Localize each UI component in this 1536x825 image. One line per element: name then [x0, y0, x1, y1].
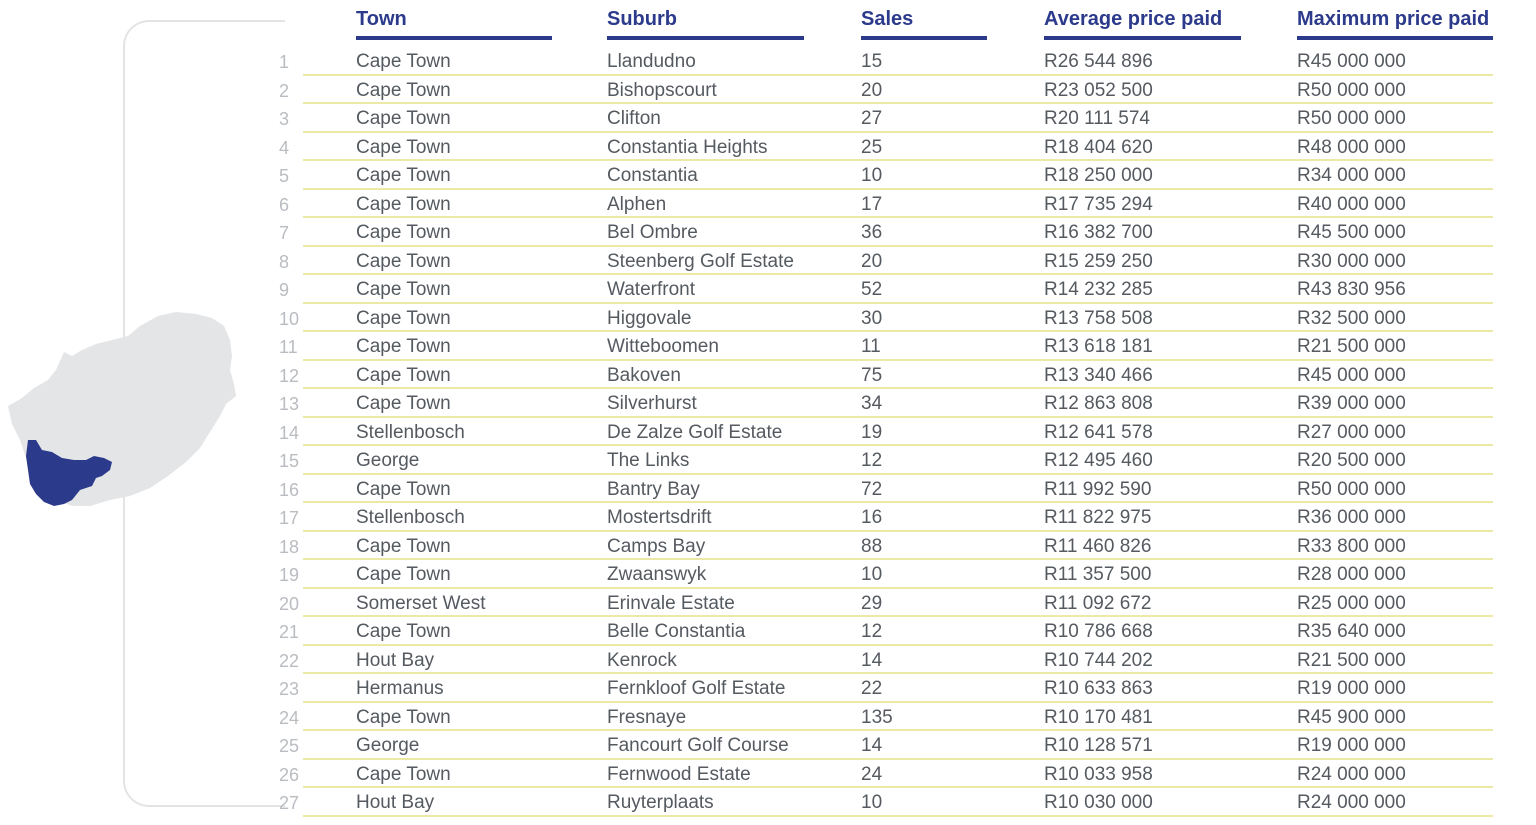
table-row: [0, 76, 1536, 105]
cell-sales: 135: [861, 706, 893, 728]
cell-town: Cape Town: [356, 250, 451, 272]
cell-suburb: Bel Ombre: [607, 222, 698, 243]
cell-sales: 17: [861, 193, 883, 215]
cell-sales: 34: [861, 393, 883, 414]
cell-maximum-price: R27 000 000: [1297, 421, 1406, 443]
cell-maximum-price: R32 500 000: [1297, 307, 1406, 329]
cell-maximum-price: R50 000 000: [1297, 79, 1406, 101]
cell-town: Cape Town: [356, 393, 451, 414]
cell-suburb: Alphen: [607, 193, 667, 215]
cell-sales: 16: [861, 507, 883, 528]
row-number: 24: [279, 707, 300, 728]
table-row: [0, 446, 1536, 475]
cell-sales: 52: [861, 279, 883, 300]
cell-town: Cape Town: [356, 307, 451, 329]
cell-town: Stellenbosch: [356, 421, 465, 443]
cell-average-price: R13 618 181: [1044, 336, 1153, 357]
cell-maximum-price: R34 000 000: [1297, 165, 1406, 186]
row-number: 1: [279, 52, 290, 72]
row-number: 25: [279, 736, 300, 756]
cell-town: Stellenbosch: [356, 507, 465, 528]
cell-town: George: [356, 735, 420, 756]
row-number: 16: [279, 479, 300, 500]
cell-average-price: R11 092 672: [1044, 592, 1152, 614]
row-number: 11: [279, 337, 298, 357]
cell-maximum-price: R39 000 000: [1297, 393, 1406, 414]
table-row: [0, 332, 1536, 361]
cell-maximum-price: R50 000 000: [1297, 478, 1406, 500]
cell-maximum-price: R43 830 956: [1297, 279, 1406, 300]
table-row: [0, 304, 1536, 333]
cell-town: Cape Town: [356, 763, 451, 785]
cell-sales: 10: [861, 792, 883, 813]
table-row: [0, 674, 1536, 703]
table-row: [0, 731, 1536, 760]
row-number: 12: [279, 365, 300, 386]
cell-maximum-price: R33 800 000: [1297, 535, 1406, 557]
cell-town: Cape Town: [356, 564, 451, 585]
cell-suburb: Fernkloof Golf Estate: [607, 678, 786, 699]
cell-town: Cape Town: [356, 51, 451, 72]
cell-town: Cape Town: [356, 336, 451, 357]
cell-average-price: R13 758 508: [1044, 307, 1153, 329]
cell-sales: 25: [861, 136, 883, 158]
cell-average-price: R18 404 620: [1044, 136, 1153, 158]
row-number: 26: [279, 764, 300, 785]
cell-town: Somerset West: [356, 592, 486, 614]
table-row: [0, 190, 1536, 219]
cell-town: Cape Town: [356, 193, 451, 215]
cell-suburb: Witteboomen: [607, 336, 719, 357]
cell-town: George: [356, 450, 420, 471]
cell-town: Cape Town: [356, 279, 451, 300]
cell-sales: 75: [861, 364, 883, 386]
row-number: 6: [279, 194, 290, 215]
cell-sales: 20: [861, 79, 883, 101]
cell-suburb: Bakoven: [607, 364, 681, 386]
table-row: [0, 760, 1536, 789]
cell-sales: 30: [861, 307, 883, 329]
cell-maximum-price: R20 500 000: [1297, 450, 1406, 471]
cell-suburb: Steenberg Golf Estate: [607, 250, 794, 272]
cell-maximum-price: R21 500 000: [1297, 336, 1406, 357]
cell-town: Cape Town: [356, 108, 451, 129]
table-row: [0, 47, 1536, 76]
cell-average-price: R10 633 863: [1044, 678, 1153, 699]
cell-average-price: R14 232 285: [1044, 279, 1153, 300]
cell-suburb: Higgovale: [607, 307, 692, 329]
cell-suburb: Bishopscourt: [607, 79, 717, 101]
row-number: 27: [279, 793, 300, 813]
cell-town: Cape Town: [356, 535, 451, 557]
cell-suburb: Ruyterplaats: [607, 792, 714, 813]
cell-sales: 24: [861, 763, 883, 785]
table-row: [0, 617, 1536, 646]
cell-sales: 20: [861, 250, 883, 272]
table-row: [0, 532, 1536, 561]
cell-suburb: Constantia Heights: [607, 136, 768, 158]
header-maximum-price: Maximum price paid: [1297, 6, 1493, 40]
cell-maximum-price: R19 000 000: [1297, 735, 1406, 756]
cell-maximum-price: R35 640 000: [1297, 621, 1406, 642]
cell-average-price: R12 641 578: [1044, 421, 1153, 443]
table-row: [0, 503, 1536, 532]
cell-maximum-price: R30 000 000: [1297, 250, 1406, 272]
table-row: [0, 104, 1536, 133]
cell-sales: 10: [861, 165, 883, 186]
row-number: 4: [279, 137, 290, 158]
cell-suburb: Kenrock: [607, 649, 677, 671]
cell-suburb: Zwaanswyk: [607, 564, 707, 585]
cell-town: Cape Town: [356, 478, 451, 500]
cell-average-price: R11 992 590: [1044, 478, 1152, 500]
table-row: [0, 560, 1536, 589]
cell-suburb: Constantia: [607, 165, 698, 186]
cell-town: Cape Town: [356, 79, 451, 101]
row-number: 5: [279, 166, 290, 186]
row-number: 18: [279, 536, 300, 557]
row-number: 19: [279, 565, 300, 585]
cell-suburb: Belle Constantia: [607, 621, 746, 642]
cell-sales: 12: [861, 450, 883, 471]
row-number: 13: [279, 394, 300, 414]
cell-maximum-price: R48 000 000: [1297, 136, 1406, 158]
cell-town: Cape Town: [356, 222, 451, 243]
cell-maximum-price: R45 000 000: [1297, 51, 1406, 72]
cell-sales: 22: [861, 678, 883, 699]
cell-average-price: R11 822 975: [1044, 507, 1152, 528]
cell-maximum-price: R40 000 000: [1297, 193, 1406, 215]
cell-suburb: Llandudno: [607, 51, 696, 72]
table-row: [0, 218, 1536, 247]
cell-sales: 10: [861, 564, 883, 585]
cell-suburb: Fancourt Golf Course: [607, 735, 789, 756]
cell-average-price: R11 357 500: [1044, 564, 1152, 585]
cell-average-price: R26 544 896: [1044, 51, 1153, 72]
cell-suburb: The Links: [607, 450, 690, 471]
row-divider: [303, 815, 1493, 817]
cell-suburb: De Zalze Golf Estate: [607, 421, 783, 443]
cell-maximum-price: R45 500 000: [1297, 222, 1406, 243]
table-row: [0, 788, 1536, 817]
row-number: 10: [279, 308, 300, 329]
row-number: 7: [279, 223, 290, 243]
cell-maximum-price: R24 000 000: [1297, 792, 1406, 813]
cell-maximum-price: R45 900 000: [1297, 706, 1406, 728]
cell-town: Cape Town: [356, 621, 451, 642]
cell-average-price: R18 250 000: [1044, 165, 1153, 186]
cell-town: Hout Bay: [356, 649, 435, 671]
table-row: [0, 389, 1536, 418]
row-number: 14: [279, 422, 300, 443]
cell-suburb: Bantry Bay: [607, 478, 700, 500]
cell-average-price: R13 340 466: [1044, 364, 1153, 386]
suburb-table: [0, 47, 1536, 817]
cell-average-price: R12 863 808: [1044, 393, 1153, 414]
row-number: 3: [279, 109, 290, 129]
cell-town: Cape Town: [356, 136, 451, 158]
cell-sales: 14: [861, 735, 883, 756]
cell-maximum-price: R28 000 000: [1297, 564, 1406, 585]
cell-maximum-price: R19 000 000: [1297, 678, 1406, 699]
cell-maximum-price: R36 000 000: [1297, 507, 1406, 528]
cell-average-price: R10 744 202: [1044, 649, 1153, 671]
table-row: [0, 275, 1536, 304]
cell-average-price: R15 259 250: [1044, 250, 1153, 272]
cell-suburb: Clifton: [607, 108, 661, 129]
table-row: [0, 247, 1536, 276]
cell-sales: 72: [861, 478, 883, 500]
table-row: [0, 703, 1536, 732]
cell-sales: 11: [861, 336, 881, 357]
cell-suburb: Waterfront: [607, 279, 695, 300]
cell-town: Cape Town: [356, 165, 451, 186]
cell-average-price: R10 128 571: [1044, 735, 1153, 756]
cell-town: Hout Bay: [356, 792, 435, 813]
cell-sales: 29: [861, 592, 883, 614]
cell-town: Cape Town: [356, 364, 451, 386]
cell-town: Cape Town: [356, 706, 451, 728]
table-row: [0, 418, 1536, 447]
row-number: 22: [279, 650, 300, 671]
cell-average-price: R11 460 826: [1044, 535, 1152, 557]
table-row: [0, 133, 1536, 162]
cell-average-price: R10 170 481: [1044, 706, 1153, 728]
row-number: 8: [279, 251, 290, 272]
cell-maximum-price: R21 500 000: [1297, 649, 1406, 671]
cell-sales: 27: [861, 108, 883, 129]
cell-average-price: R10 033 958: [1044, 763, 1153, 785]
table-row: [0, 646, 1536, 675]
cell-maximum-price: R25 000 000: [1297, 592, 1406, 614]
cell-average-price: R16 382 700: [1044, 222, 1153, 243]
cell-town: Hermanus: [356, 678, 444, 699]
table-row: [0, 475, 1536, 504]
cell-sales: 15: [861, 51, 883, 72]
cell-suburb: Camps Bay: [607, 535, 706, 557]
cell-suburb: Fernwood Estate: [607, 763, 751, 785]
row-number: 17: [279, 508, 300, 528]
table-row: [0, 361, 1536, 390]
row-number: 21: [279, 622, 300, 642]
cell-suburb: Silverhurst: [607, 393, 697, 414]
header-average-price: Average price paid: [1044, 6, 1241, 40]
cell-average-price: R10 786 668: [1044, 621, 1153, 642]
row-number: 20: [279, 593, 300, 614]
row-number: 9: [279, 280, 290, 300]
cell-average-price: R17 735 294: [1044, 193, 1153, 215]
cell-sales: 36: [861, 222, 883, 243]
header-sales: Sales: [861, 6, 987, 40]
row-number: 2: [279, 80, 290, 101]
cell-average-price: R12 495 460: [1044, 450, 1153, 471]
cell-maximum-price: R50 000 000: [1297, 108, 1406, 129]
cell-maximum-price: R45 000 000: [1297, 364, 1406, 386]
header-suburb: Suburb: [607, 6, 804, 40]
cell-average-price: R20 111 574: [1044, 108, 1150, 129]
header-town: Town: [356, 6, 552, 40]
cell-suburb: Erinvale Estate: [607, 592, 735, 614]
row-number: 23: [279, 679, 300, 699]
cell-sales: 12: [861, 621, 883, 642]
cell-sales: 88: [861, 535, 883, 557]
cell-average-price: R10 030 000: [1044, 792, 1153, 813]
cell-maximum-price: R24 000 000: [1297, 763, 1406, 785]
cell-suburb: Fresnaye: [607, 706, 687, 728]
cell-sales: 19: [861, 421, 883, 443]
cell-average-price: R23 052 500: [1044, 79, 1153, 101]
row-number: 15: [279, 451, 300, 471]
cell-suburb: Mostertsdrift: [607, 507, 712, 528]
table-row: [0, 161, 1536, 190]
cell-sales: 14: [861, 649, 883, 671]
table-row: [0, 589, 1536, 618]
